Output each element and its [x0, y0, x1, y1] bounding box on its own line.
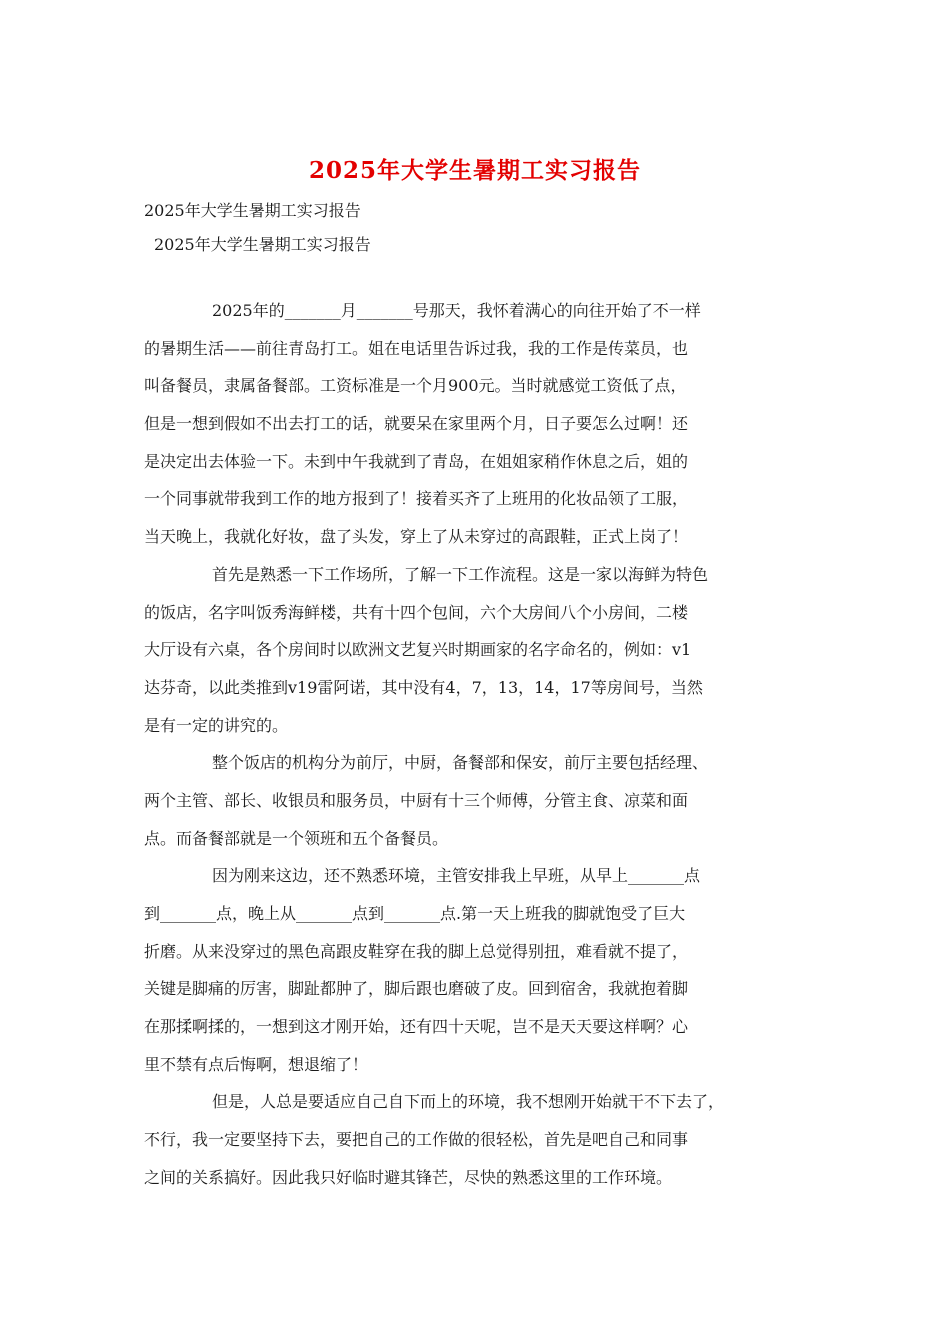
- body-line: 但是，人总是要适应自己自下而上的环境，我不想刚开始就干不下去了，: [212, 1092, 725, 1112]
- body-line: 是有一定的讲究的。: [144, 715, 289, 735]
- body-line: 关键是脚痛的厉害，脚趾都肿了，脚后跟也磨破了皮。回到宿舍，我就抱着脚: [144, 979, 689, 999]
- body-line: 2025年的_______月_______号那天，我怀着满心的向往开始了不一样: [212, 301, 701, 320]
- body-line: 首先是熟悉一下工作场所，了解一下工作流程。这是一家以海鲜为特色: [212, 564, 709, 584]
- document-subtitle-1: 2025年大学生暑期工实习报告: [144, 201, 361, 220]
- body-line: 里不禁有点后悔啊，想退缩了！: [144, 1054, 369, 1074]
- body-line: 的饭店，名字叫饭秀海鲜楼，共有十四个包间，六个大房间八个小房间，二楼: [144, 602, 689, 622]
- body-line: 两个主管、部长、收银员和服务员，中厨有十三个师傅，分管主食、凉菜和面: [144, 790, 689, 810]
- body-line: 达芬奇，以此类推到v19雷阿诺，其中没有4，7，13，14，17等房间号，当然: [144, 677, 703, 697]
- body-line: 是决定出去体验一下。未到中午我就到了青岛，在姐姐家稍作休息之后，姐的: [144, 451, 689, 471]
- body-line: 当天晚上，我就化好妆，盘了头发，穿上了从未穿过的高跟鞋，正式上岗了！: [144, 527, 689, 547]
- body-line: 到_______点，晚上从_______点到_______点.第一天上班我的脚就饱受了巨大: [144, 904, 686, 923]
- document-subtitle-2: 2025年大学生暑期工实习报告: [154, 235, 371, 254]
- document-body: [144, 300, 814, 1205]
- body-line: 因为刚来这边，还不熟悉环境，主管安排我上早班，从早上_______点: [212, 866, 701, 886]
- body-line: 叫备餐员，隶属备餐部。工资标准是一个月900元。当时就感觉工资低了点，: [144, 376, 687, 396]
- body-line: 之间的关系搞好。因此我只好临时避其锋芒，尽快的熟悉这里的工作环境。: [144, 1167, 673, 1187]
- body-line: 的暑期生活——前往青岛打工。姐在电话里告诉过我，我的工作是传菜员，也: [144, 338, 689, 358]
- body-line: 折磨。从来没穿过的黑色高跟皮鞋穿在我的脚上总觉得别扭，难看就不提了，: [144, 941, 689, 961]
- body-line: 大厅设有六桌，各个房间时以欧洲文艺复兴时期画家的名字命名的，例如：v1: [144, 640, 692, 660]
- body-line: 整个饭店的机构分为前厅，中厨，备餐部和保安，前厅主要包括经理、: [212, 753, 709, 773]
- body-line: 但是一想到假如不出去打工的话，就要呆在家里两个月，日子要怎么过啊！还: [144, 414, 689, 434]
- body-line: 一个同事就带我到工作的地方报到了！接着买齐了上班用的化妆品领了工服，: [144, 489, 689, 509]
- body-line: 点。而备餐部就是一个领班和五个备餐员。: [144, 828, 449, 848]
- document-title: 2025年大学生暑期工实习报告: [308, 157, 641, 184]
- body-line: 不行，我一定要坚持下去，要把自己的工作做的很轻松，首先是吧自己和同事: [144, 1130, 689, 1150]
- body-line: 在那揉啊揉的，一想到这才刚开始，还有四十天呢，岂不是天天要这样啊？心: [144, 1017, 689, 1037]
